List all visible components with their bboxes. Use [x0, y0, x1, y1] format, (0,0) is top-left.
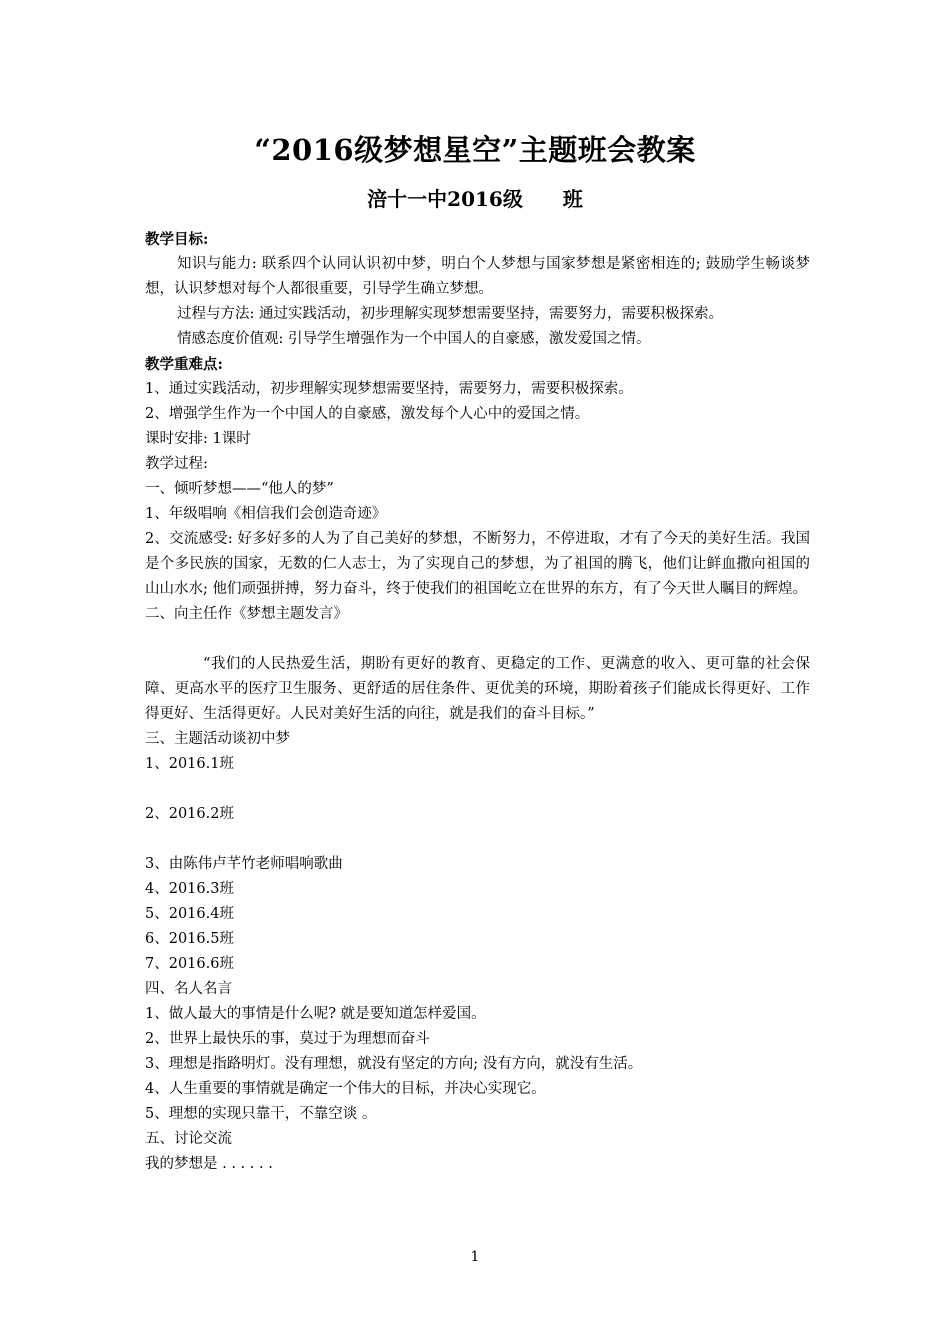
quote-item: 2、世界上最快乐的事，莫过于为理想而奋斗 — [145, 1031, 430, 1047]
blank-line — [145, 627, 810, 652]
document-body — [145, 227, 810, 1177]
part5-line: 我的梦想是 . . . . . . — [145, 1156, 273, 1172]
quote-item: 3、理想是指路明灯。没有理想，就没有坚定的方向; 没有方向，就没有生活。 — [145, 1056, 643, 1072]
part3-item: 1、2016.1班 — [145, 756, 234, 772]
page-number: 1 — [470, 1249, 480, 1265]
goal-process: 过程与方法: 通过实践活动，初步理解实现梦想需要坚持，需要努力，需要积极探索。 — [177, 306, 723, 322]
part5-heading: 五、讨论交流 — [145, 1131, 232, 1147]
part3-item: 6、2016.5班 — [145, 931, 234, 947]
blank-line — [145, 827, 810, 852]
part2-heading: 二、向主任作《梦想主题发言》 — [145, 606, 348, 622]
part3-item: 5、2016.4班 — [145, 906, 234, 922]
part3-item: 4、2016.3班 — [145, 881, 234, 897]
goals-heading: 教学目标: — [145, 231, 209, 248]
keypoints-heading: 教学重难点: — [145, 356, 223, 373]
part3-heading: 三、主题活动谈初中梦 — [145, 731, 290, 747]
goal-knowledge: 知识与能力: 联系四个认同认识初中梦，明白个人梦想与国家梦想是紧密相连的; 鼓励学生畅谈梦想，认识梦想对每个人都很重要，引导学生确立梦想。 — [145, 256, 810, 297]
document-subtitle: 涪十一中2016级 班 — [367, 187, 583, 211]
quote-item: 5、理想的实现只靠干，不靠空谈 。 — [145, 1106, 377, 1122]
quote-item: 4、人生重要的事情就是确定一个伟大的目标，并决心实现它。 — [145, 1081, 546, 1097]
part1-item: 2、交流感受: 好多好多的人为了自己美好的梦想，不断努力，不停进取，才有了今天的美好生活。我国是个多民族的国家，无数的仁人志士，为了实现自己的梦想，为了祖国的腾飞，他们让鲜血撒向祖国的山山水水; 他们顽强拼搏，努力奋斗，终于使我们的祖国屹立在世界的东方，有了今天世人瞩目的辉煌。 — [145, 531, 810, 597]
process-label: 教学过程: — [145, 456, 208, 472]
part2-quote: “我们的人民热爱生活，期盼有更好的教育、更稳定的工作、更满意的收入、更可靠的社会保障、更高水平的医疗卫生服务、更舒适的居住条件、更优美的环境，期盼着孩子们能成长得更好、工作得更好、生活得更好。人民对美好生活的向往，就是我们的奋斗目标。” — [145, 656, 810, 722]
keypoint-item: 1、通过实践活动，初步理解实现梦想需要坚持，需要努力，需要积极探索。 — [145, 381, 633, 397]
goal-emotion: 情感态度价值观: 引导学生增强作为一个中国人的自豪感，激发爱国之情。 — [177, 331, 651, 347]
keypoint-item: 2、增强学生作为一个中国人的自豪感，激发每个人心中的爱国之情。 — [145, 406, 590, 422]
document-title: “2016级梦想星空”主题班会教案 — [254, 133, 696, 167]
part3-item: 2、2016.2班 — [145, 806, 234, 822]
part4-heading: 四、名人名言 — [145, 981, 232, 997]
part1-item: 1、年级唱响《相信我们会创造奇迹》 — [145, 506, 387, 522]
blank-line — [145, 777, 810, 802]
part3-item: 3、由陈伟卢芊竹老师唱响歌曲 — [145, 856, 343, 872]
part3-item: 7、2016.6班 — [145, 956, 234, 972]
schedule-line: 课时安排: 1课时 — [145, 431, 251, 447]
part1-heading: 一、倾听梦想——“他人的梦” — [145, 481, 334, 497]
quote-item: 1、做人最大的事情是什么呢? 就是要知道怎样爱国。 — [145, 1006, 486, 1022]
